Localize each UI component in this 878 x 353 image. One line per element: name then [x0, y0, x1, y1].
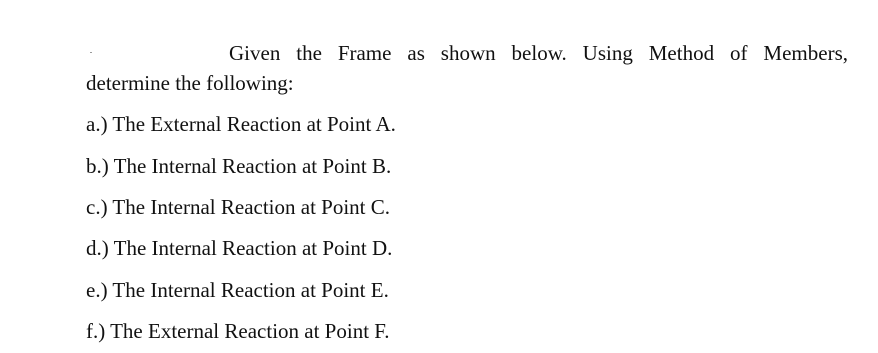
- question-item-b: b.) The Internal Reaction at Point B.: [86, 154, 392, 178]
- intro-line-1: Given the Frame as shown below. Using Method of Members,: [229, 41, 848, 65]
- question-item-c: c.) The Internal Reaction at Point C.: [86, 195, 391, 219]
- question-item-a: a.) The External Reaction at Point A.: [86, 112, 396, 136]
- intro-line-2: determine the following:: [86, 71, 294, 95]
- stray-mark: [90, 52, 92, 53]
- question-item-f: f.) The External Reaction at Point F.: [86, 319, 390, 343]
- question-item-d: d.) The Internal Reaction at Point D.: [86, 236, 393, 260]
- question-item-e: e.) The Internal Reaction at Point E.: [86, 278, 389, 302]
